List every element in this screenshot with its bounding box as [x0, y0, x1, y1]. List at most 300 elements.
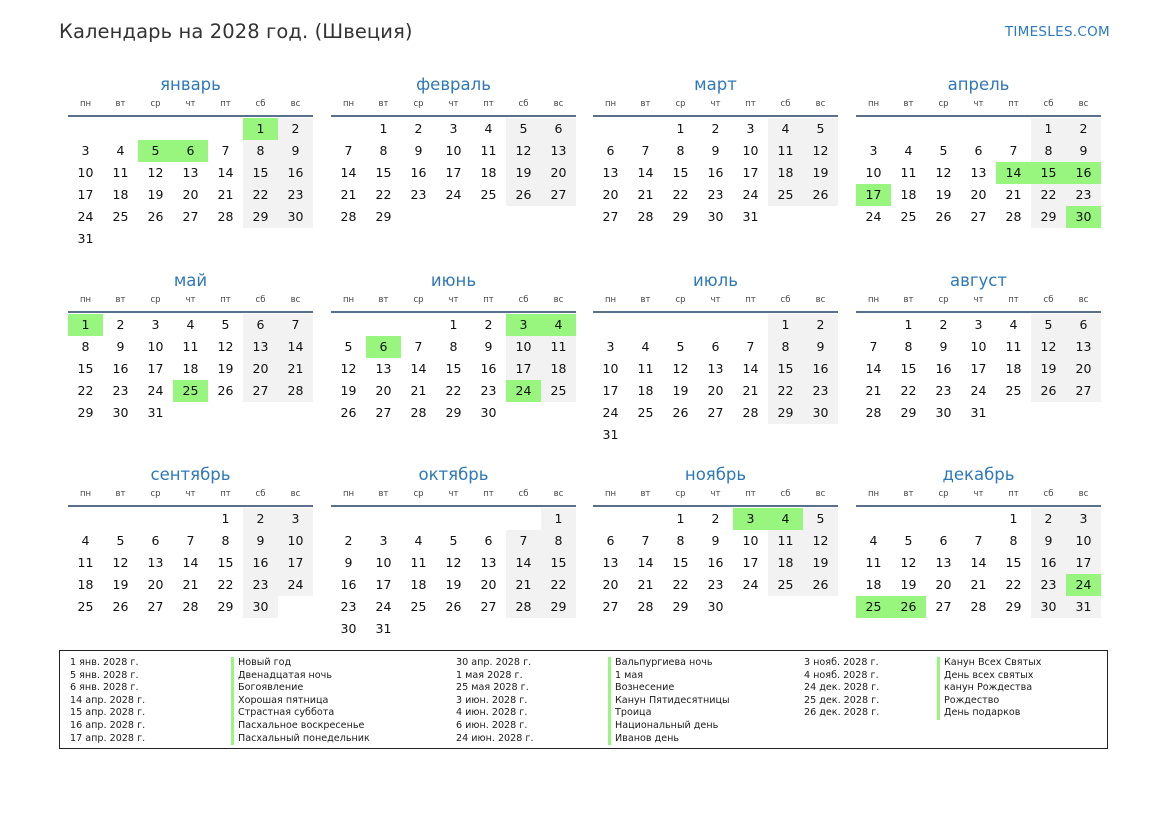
weekday-label: пт	[483, 99, 494, 109]
day-cell: 27	[935, 599, 952, 614]
weekend-day-cell: 1	[768, 314, 803, 336]
weekend-day-cell: 29	[541, 596, 576, 618]
week-row	[593, 162, 838, 184]
empty-day-cell	[68, 118, 103, 140]
day-cell: 27	[602, 209, 619, 224]
month-name: май	[173, 271, 208, 290]
week-row	[856, 530, 1101, 552]
day-cell: 19	[900, 577, 917, 592]
month-1	[68, 74, 313, 250]
empty-day-cell	[103, 508, 138, 530]
weekend-day-cell: 29	[768, 402, 803, 424]
day-cell: 15	[672, 555, 689, 570]
week-row	[331, 552, 576, 574]
holiday-names-column-1	[231, 657, 370, 745]
month-days	[856, 118, 1101, 228]
day-cell: 3	[974, 317, 983, 332]
month-8	[856, 270, 1101, 424]
empty-day-cell	[173, 508, 208, 530]
day-cell: 3	[151, 317, 160, 332]
day-cell: 17	[970, 361, 987, 376]
month-12	[856, 464, 1101, 618]
holiday-date: 30 апр. 2028 г.	[456, 657, 532, 668]
weekend-day-cell: 28	[278, 380, 313, 402]
weekend-day-cell: 22	[243, 184, 278, 206]
day-cell: 1	[1009, 511, 1018, 526]
weekday-label: чт	[710, 489, 721, 499]
day-cell: 4	[484, 121, 493, 136]
holiday-date: 14 апр. 2028 г.	[70, 694, 146, 706]
holiday-date: 6 янв. 2028 г.	[70, 682, 139, 694]
weekend-day-cell: 30	[243, 596, 278, 618]
weekday-label: пн	[867, 99, 880, 109]
weekend-day-cell: 10	[506, 336, 541, 358]
weekday-label: пт	[745, 489, 756, 499]
weekend-day-cell: 26	[1031, 380, 1066, 402]
weekend-day-cell: 2	[1066, 118, 1101, 140]
week-row	[331, 380, 576, 402]
empty-day-cell	[1066, 402, 1101, 424]
weekend-day-cell: 26	[506, 184, 541, 206]
week-row	[331, 358, 576, 380]
weekend-day-cell: 2	[243, 508, 278, 530]
weekday-label: пн	[342, 489, 355, 499]
day-cell: 11	[637, 361, 654, 376]
week-row	[593, 574, 838, 596]
empty-day-cell	[768, 596, 803, 618]
holiday-name: канун Рождества	[937, 682, 1041, 695]
weekday-label: сб	[1043, 99, 1054, 109]
empty-day-cell	[663, 424, 698, 446]
day-cell: 9	[116, 339, 125, 354]
day-cell: 13	[602, 165, 619, 180]
empty-day-cell	[278, 402, 313, 424]
weekend-day-cell: 20	[243, 358, 278, 380]
weekday-header	[593, 488, 838, 507]
weekend-day-cell: 16	[803, 358, 838, 380]
day-cell: 6	[151, 533, 160, 548]
day-cell: 7	[186, 533, 195, 548]
month-days	[331, 508, 576, 640]
holiday-name: Хорошая пятница	[231, 695, 370, 708]
day-cell: 11	[410, 555, 427, 570]
empty-day-cell	[961, 508, 996, 530]
day-cell: 19	[672, 383, 689, 398]
weekday-header	[331, 294, 576, 313]
week-row	[331, 140, 576, 162]
day-cell: 17	[445, 165, 462, 180]
day-cell: 8	[221, 533, 230, 548]
week-row	[593, 358, 838, 380]
day-cell: 10	[602, 361, 619, 376]
day-cell: 7	[344, 143, 353, 158]
day-cell: 24	[970, 383, 987, 398]
weekend-day-cell: 26	[803, 574, 838, 596]
weekend-day-cell: 6	[1066, 314, 1101, 336]
weekday-label: пн	[604, 99, 617, 109]
empty-day-cell	[471, 206, 506, 228]
holiday-name: Иванов день	[608, 733, 730, 746]
weekday-label: чт	[185, 99, 196, 109]
weekend-day-cell: 22	[541, 574, 576, 596]
holiday-day-cell: 30	[1066, 206, 1101, 228]
week-row	[68, 508, 313, 530]
empty-day-cell	[803, 206, 838, 228]
holiday-day-cell: 25	[856, 596, 891, 618]
week-row	[856, 402, 1101, 424]
day-cell: 25	[112, 209, 129, 224]
weekday-label: ср	[675, 489, 686, 499]
day-cell: 30	[112, 405, 129, 420]
week-row	[68, 402, 313, 424]
holiday-name: Пасхальный понедельник	[231, 733, 370, 746]
week-row	[68, 358, 313, 380]
weekday-header	[593, 294, 838, 313]
weekday-label: вт	[903, 295, 914, 305]
day-cell: 10	[742, 533, 759, 548]
day-cell: 31	[375, 621, 392, 636]
day-cell: 13	[707, 361, 724, 376]
weekday-label: ср	[675, 99, 686, 109]
day-cell: 3	[869, 143, 878, 158]
weekday-header	[68, 294, 313, 313]
month-name: август	[950, 271, 1007, 290]
month-name: февраль	[416, 75, 491, 94]
empty-day-cell	[996, 118, 1031, 140]
weekday-label: вт	[378, 295, 389, 305]
holiday-day-cell: 1	[243, 118, 278, 140]
holiday-day-cell: 26	[891, 596, 926, 618]
empty-day-cell	[366, 314, 401, 336]
week-row	[68, 314, 313, 336]
day-cell: 26	[340, 405, 357, 420]
week-row	[593, 508, 838, 530]
holiday-names-column-2	[608, 657, 730, 745]
holiday-date: 1 янв. 2028 г.	[70, 657, 139, 668]
holiday-day-cell: 3	[506, 314, 541, 336]
weekend-day-cell: 9	[243, 530, 278, 552]
day-cell: 1	[676, 121, 685, 136]
day-cell: 14	[865, 361, 882, 376]
weekday-label: чт	[448, 295, 459, 305]
day-cell: 20	[602, 187, 619, 202]
day-cell: 30	[707, 599, 724, 614]
holiday-date: 24 июн. 2028 г.	[456, 732, 534, 744]
week-row	[68, 162, 313, 184]
day-cell: 14	[182, 555, 199, 570]
day-cell: 24	[77, 209, 94, 224]
day-cell: 20	[147, 577, 164, 592]
day-cell: 30	[340, 621, 357, 636]
weekday-header	[331, 488, 576, 507]
empty-day-cell	[401, 314, 436, 336]
day-cell: 4	[1009, 317, 1018, 332]
week-row	[856, 118, 1101, 140]
weekend-day-cell: 9	[1031, 530, 1066, 552]
empty-day-cell	[506, 206, 541, 228]
weekend-day-cell: 11	[768, 140, 803, 162]
week-row	[856, 336, 1101, 358]
holiday-date: 6 июн. 2028 г.	[456, 719, 528, 731]
day-cell: 14	[637, 165, 654, 180]
day-cell: 31	[77, 231, 94, 246]
day-cell: 4	[641, 339, 650, 354]
holiday-name: Страстная суббота	[231, 707, 370, 720]
holiday-dates-column-3	[804, 657, 879, 720]
holiday-names-column-3	[937, 657, 1041, 720]
empty-day-cell	[541, 618, 576, 640]
holiday-legend	[59, 650, 1108, 749]
month-name: июль	[693, 271, 738, 290]
day-cell: 3	[606, 339, 615, 354]
day-cell: 31	[970, 405, 987, 420]
day-cell: 5	[221, 317, 230, 332]
weekend-day-cell: 19	[803, 162, 838, 184]
day-cell: 5	[344, 339, 353, 354]
week-row	[331, 508, 576, 530]
page-title: Календарь на 2028 год. (Швеция)	[59, 20, 413, 43]
day-cell: 15	[77, 361, 94, 376]
weekend-day-cell: 3	[278, 508, 313, 530]
weekday-label: пт	[1008, 489, 1019, 499]
month-name: июнь	[430, 271, 477, 290]
week-row	[593, 530, 838, 552]
weekday-label: пт	[745, 295, 756, 305]
day-cell: 7	[869, 339, 878, 354]
weekend-day-cell: 1	[541, 508, 576, 530]
weekend-day-cell: 10	[1066, 530, 1101, 552]
month-days	[856, 314, 1101, 424]
week-row	[331, 336, 576, 358]
holiday-name: Национальный день	[608, 720, 730, 733]
weekday-label: чт	[185, 489, 196, 499]
day-cell: 4	[414, 533, 423, 548]
weekday-label: вс	[553, 99, 564, 109]
day-cell: 3	[746, 121, 755, 136]
weekend-day-cell: 13	[243, 336, 278, 358]
weekend-day-cell: 17	[1066, 552, 1101, 574]
empty-day-cell	[401, 508, 436, 530]
empty-day-cell	[331, 118, 366, 140]
day-cell: 12	[672, 361, 689, 376]
day-cell: 28	[217, 209, 234, 224]
day-cell: 7	[221, 143, 230, 158]
weekend-day-cell: 23	[1066, 184, 1101, 206]
day-cell: 21	[637, 187, 654, 202]
weekday-label: пт	[483, 489, 494, 499]
day-cell: 2	[711, 511, 720, 526]
day-cell: 5	[449, 533, 458, 548]
day-cell: 26	[112, 599, 129, 614]
weekday-label: ср	[938, 489, 949, 499]
day-cell: 21	[970, 577, 987, 592]
weekday-label: пт	[483, 295, 494, 305]
weekend-day-cell: 1	[1031, 118, 1066, 140]
month-days	[331, 118, 576, 228]
day-cell: 7	[974, 533, 983, 548]
day-cell: 21	[410, 383, 427, 398]
day-cell: 25	[410, 599, 427, 614]
month-name: декабрь	[942, 465, 1015, 484]
day-cell: 14	[340, 165, 357, 180]
empty-day-cell	[436, 206, 471, 228]
holiday-name: День всех святых	[937, 670, 1041, 683]
day-cell: 24	[865, 209, 882, 224]
weekday-label: вт	[115, 99, 126, 109]
empty-day-cell	[103, 228, 138, 250]
day-cell: 22	[1005, 577, 1022, 592]
month-7	[593, 270, 838, 446]
weekday-label: ср	[675, 295, 686, 305]
weekend-day-cell: 9	[1066, 140, 1101, 162]
day-cell: 11	[865, 555, 882, 570]
day-cell: 28	[410, 405, 427, 420]
weekday-header	[856, 98, 1101, 117]
weekday-label: чт	[973, 489, 984, 499]
empty-day-cell	[103, 118, 138, 140]
empty-day-cell	[471, 618, 506, 640]
day-cell: 18	[182, 361, 199, 376]
day-cell: 10	[865, 165, 882, 180]
weekend-day-cell: 14	[278, 336, 313, 358]
week-row	[593, 314, 838, 336]
weekday-label: чт	[710, 295, 721, 305]
day-cell: 20	[375, 383, 392, 398]
day-cell: 23	[480, 383, 497, 398]
day-cell: 15	[672, 165, 689, 180]
weekday-header	[68, 488, 313, 507]
weekday-label: пт	[220, 295, 231, 305]
day-cell: 8	[676, 533, 685, 548]
weekday-label: вт	[640, 295, 651, 305]
week-row	[331, 402, 576, 424]
month-days	[593, 314, 838, 446]
week-row	[593, 424, 838, 446]
week-row	[331, 184, 576, 206]
weekend-day-cell: 5	[803, 118, 838, 140]
day-cell: 25	[77, 599, 94, 614]
day-cell: 23	[340, 599, 357, 614]
empty-day-cell	[803, 596, 838, 618]
weekend-day-cell: 12	[803, 140, 838, 162]
holiday-name: Канун Пятидесятницы	[608, 695, 730, 708]
day-cell: 4	[116, 143, 125, 158]
month-name: январь	[160, 75, 221, 94]
day-cell: 22	[375, 187, 392, 202]
weekend-day-cell: 27	[1066, 380, 1101, 402]
weekday-label: вс	[815, 295, 826, 305]
weekday-label: вс	[1078, 489, 1089, 499]
empty-day-cell	[208, 118, 243, 140]
weekend-day-cell: 30	[278, 206, 313, 228]
weekend-day-cell: 5	[803, 508, 838, 530]
holiday-date: 4 июн. 2028 г.	[456, 707, 528, 719]
holiday-day-cell: 14	[996, 162, 1031, 184]
weekday-label: вт	[640, 489, 651, 499]
weekend-day-cell: 5	[506, 118, 541, 140]
day-cell: 7	[414, 339, 423, 354]
weekend-day-cell: 8	[243, 140, 278, 162]
weekend-day-cell: 9	[803, 336, 838, 358]
brand-link[interactable]: TIMESLES.COM	[1004, 24, 1110, 40]
holiday-day-cell: 15	[1031, 162, 1066, 184]
day-cell: 22	[900, 383, 917, 398]
weekend-day-cell: 22	[1031, 184, 1066, 206]
day-cell: 3	[81, 143, 90, 158]
empty-day-cell	[138, 508, 173, 530]
week-row	[593, 336, 838, 358]
day-cell: 1	[379, 121, 388, 136]
holiday-name: Вальпургиева ночь	[608, 657, 730, 670]
day-cell: 10	[445, 143, 462, 158]
empty-day-cell	[541, 402, 576, 424]
weekday-label: вт	[903, 489, 914, 499]
month-days	[68, 508, 313, 618]
day-cell: 22	[445, 383, 462, 398]
weekend-day-cell: 2	[803, 314, 838, 336]
weekday-label: пт	[220, 489, 231, 499]
day-cell: 27	[182, 209, 199, 224]
empty-day-cell	[506, 618, 541, 640]
weekend-day-cell: 27	[541, 184, 576, 206]
day-cell: 24	[742, 577, 759, 592]
empty-day-cell	[733, 314, 768, 336]
day-cell: 19	[112, 577, 129, 592]
week-row	[593, 184, 838, 206]
week-row	[331, 206, 576, 228]
weekend-day-cell: 20	[1066, 358, 1101, 380]
day-cell: 27	[480, 599, 497, 614]
holiday-date: 24 дек. 2028 г.	[804, 682, 880, 694]
day-cell: 13	[480, 555, 497, 570]
day-cell: 20	[602, 577, 619, 592]
weekday-label: ср	[150, 99, 161, 109]
day-cell: 2	[711, 121, 720, 136]
holiday-dates-column-1	[70, 657, 145, 745]
weekend-day-cell: 25	[768, 184, 803, 206]
weekday-header	[856, 294, 1101, 313]
day-cell: 11	[900, 165, 917, 180]
day-cell: 29	[672, 209, 689, 224]
empty-day-cell	[996, 402, 1031, 424]
weekend-day-cell: 2	[1031, 508, 1066, 530]
holiday-day-cell: 1	[68, 314, 103, 336]
weekend-day-cell: 13	[541, 140, 576, 162]
weekday-label: ср	[938, 295, 949, 305]
weekday-label: сб	[255, 99, 266, 109]
day-cell: 26	[217, 383, 234, 398]
month-days	[68, 118, 313, 250]
weekend-day-cell: 8	[768, 336, 803, 358]
weekend-day-cell: 5	[1031, 314, 1066, 336]
day-cell: 13	[602, 555, 619, 570]
day-cell: 12	[217, 339, 234, 354]
holiday-date: 3 июн. 2028 г.	[456, 694, 528, 706]
weekday-label: пн	[604, 295, 617, 305]
weekday-label: вс	[815, 489, 826, 499]
day-cell: 17	[742, 165, 759, 180]
day-cell: 9	[711, 143, 720, 158]
week-row	[856, 162, 1101, 184]
day-cell: 15	[445, 361, 462, 376]
empty-day-cell	[856, 314, 891, 336]
weekday-label: сб	[518, 99, 529, 109]
day-cell: 12	[147, 165, 164, 180]
weekend-day-cell: 12	[1031, 336, 1066, 358]
day-cell: 22	[672, 577, 689, 592]
day-cell: 9	[939, 339, 948, 354]
weekday-label: вт	[378, 489, 389, 499]
